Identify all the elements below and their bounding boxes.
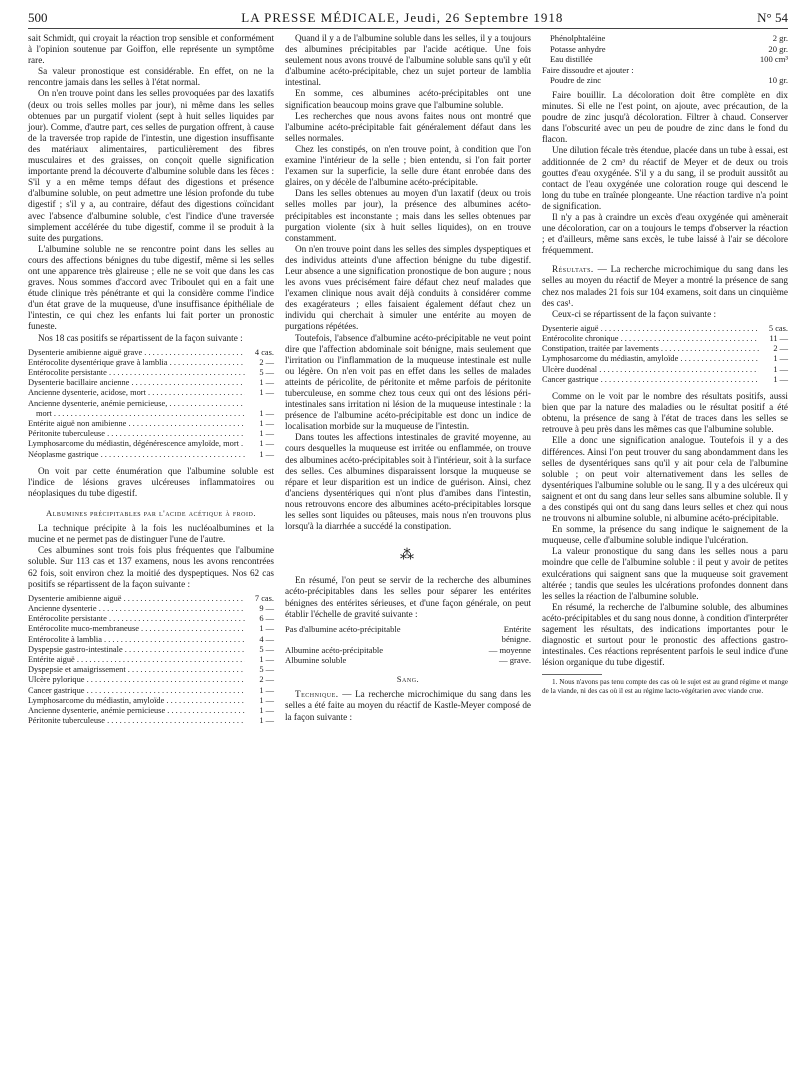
paragraph: Dans toutes les affections intestinales de gravité moyenne, au cours desquelles la muqueuse est irritée ou enflammée, on trouve des albumines acéto-précipitables soit à l'intérieur, soit à la surface des selles. Ces albumines disparaissent lorsque la muqueuse se répare et leur disparition est un indice de guérison. Ainsi, chez d'anciens dysentériques qui n'ont plus d'amibes dans l'intestin, nous retrouvons encore des albumines acéto-précipitables lorsque les selles sont liquides ou pâteuses, mais nous n'en trouvons plus lorsqu'à la diarrhée a succédé la constipation. xyxy=(285,432,531,532)
paragraph: Elle a donc une signification analogue. Toutefois il y a des différences. Ainsi l'on peut trouver du sang abondamment dans les selles de dysentériques sans qu'il y ait pour cela de l'albumine soluble ; on peut voir alternativement dans les selles de dysentériques l'albumine soluble ou le sang. Il y a des ulcéreux qui saignent et ont du sang dans leur selles sans albumine soluble. Il y a des constipés qui ont du sang dans leurs selles et chez qui nous ne trouvons ni albumine soluble, ni albumine acéto-précipitable. xyxy=(542,435,788,524)
row-value: 9 — xyxy=(259,603,274,613)
issue-number: N° 54 xyxy=(757,10,788,25)
row-label: Entérocolite muco-membraneuse . . . xyxy=(28,624,245,634)
table-row xyxy=(28,419,274,429)
page-number: 500 xyxy=(28,10,48,25)
results-label: Résultats. xyxy=(552,264,594,275)
row-label: Péritonite tuberculeuse . . . xyxy=(28,429,245,439)
recipe-list xyxy=(542,33,788,65)
row-value: 1 — xyxy=(259,449,274,459)
row-label: Phénolphtaléine xyxy=(550,33,606,43)
paragraph: En somme, la présence du sang indique le saignement de la muqueuse, celle d'albumine soluble indique l'ulcération. xyxy=(542,524,788,546)
reagent-recipe xyxy=(542,33,788,86)
table-row xyxy=(28,604,274,614)
table-row xyxy=(285,645,531,655)
row-label: Potasse anhydre xyxy=(550,43,606,54)
row-value: 1 — xyxy=(259,429,274,439)
row-value: — grave. xyxy=(499,654,531,665)
technique-text: — La recherche microchimique du sang dans les selles a été faite au moyen du réactif de Kastle-Meyer composé de la façon suivante : xyxy=(285,689,531,722)
table-row xyxy=(542,344,788,354)
table-row xyxy=(28,378,274,388)
paragraph: On voit par cette énumération que l'albumine soluble est l'indice de lésions graves ulcéreuses inflammatoires ou néoplasiques du tube digestif. xyxy=(28,465,274,499)
column-1 xyxy=(28,33,274,732)
column-3 xyxy=(542,33,788,732)
table-row xyxy=(542,44,788,55)
row-label: Cancer gastrique . . . xyxy=(542,375,759,385)
row-label: Entérocolite à lamblia . . . xyxy=(28,635,245,645)
row-value: 1 — xyxy=(773,374,788,384)
table-row xyxy=(28,655,274,665)
paragraph: La technique précipite à la fois les nucléoalbumines et la mucine et ne permet pas de distinguer l'une de l'autre. xyxy=(28,523,274,545)
paragraph: Toutefois, l'absence d'albumine acéto-précipitable ne veut point dire que l'affection abdominale soit bénigne, mais seulement que l'irritation ou l'inflammation de la muqueuse intestinale est nulle ou légère. On n'en voit pas en effet dans les selles de malades atteints de péricolite, de péritonite et même parfois de péritonite tuberculeuse, en somme chez tous ceux qui ont des lésions péri-intestinales sans irritation ni lésion de la muqueuse intestinale : la présence de l'albumine acéto-précipitable est donc un indice de localisation morbide sur la muqueuse de l'intestin. xyxy=(285,332,531,432)
recipe-list-2 xyxy=(542,75,788,86)
row-label: Entérite aiguë non amibienne . . . xyxy=(28,419,245,429)
row-label: Néoplasme gastrique . . . xyxy=(28,450,245,460)
row-value: 1 — xyxy=(259,695,274,705)
row-value: 1 — xyxy=(259,439,274,449)
paragraph: Ceux-ci se répartissent de la façon suivante : xyxy=(552,308,717,319)
row-value: 5 — xyxy=(259,368,274,378)
paragraph: On n'en trouve point dans les selles des simples dyspeptiques et des individus atteints d'une affection bénigne du tube digestif. Leur absence a une signification pronostique de bon augure ; nous les avons vues précisément faire défaut chez neuf malades que l'examen clinique nous avait déjà conduits à considérer comme des exagérateurs ; elles faisaient également défaut chez un individu qui cherchait à simuler une entérite au moyen de purgations répétées. xyxy=(285,243,531,332)
paragraph: Il n'y a pas à craindre un excès d'eau oxygénée qui amènerait une décoloration, car on a toujours le temps d'observer la réaction ; et d'ailleurs, même sans excès, le tube laissé à l'air se décolore fréquemment. xyxy=(542,212,788,256)
row-value: 4 — xyxy=(259,634,274,644)
row-value: 1 — xyxy=(259,705,274,715)
row-value: 100 cm³ xyxy=(759,54,788,65)
paragraph xyxy=(285,689,531,722)
table-row xyxy=(28,594,274,604)
section-title-sang: Sang. xyxy=(396,674,420,685)
stats-table-soluble xyxy=(28,348,274,460)
table-row xyxy=(542,33,788,44)
paragraph: On n'en trouve point dans les selles provoquées par des laxatifs (deux ou trois selles molles par jour), ni même dans les selles obtenues par un purgatif violent (sept à huit selles liquides par jour). Comme, d'autre part, ces selles de purgation offrent, à cause de la traversée trop rapide de l'intestin, une digestion insuffisante des matériaux alimentaires, particulièrement des fibres musculaires et des graisses, on conçoit quelle signification importante prend la découverte d'albumine soluble dans les fèces : S'il y a en même temps défaut des digestions et présence d'albumine soluble, on peut admettre une lésion profonde du tube digestif ; s'il y a, au contraire, défaut des digestions coïncidant avec l'absence d'albumine soluble, c'est l'indice d'une traversée simplement accélérée du tube digestif, comme il se produit à la suite des purgations. xyxy=(28,88,274,243)
row-label: Eau distillée xyxy=(550,54,593,65)
row-label: Pas d'albumine acéto-précipitable xyxy=(285,623,401,634)
stats-table-aceto xyxy=(28,594,274,727)
row-label: Entérocolite chronique . . . xyxy=(542,334,759,344)
row-label: Lymphosarcome du médiastin, dégénérescence amyloïde, mort . . . xyxy=(28,439,245,449)
row-value: 1 — xyxy=(259,716,274,726)
paragraph: La valeur pronostique du sang dans les selles nous a paru moindre que celle de l'albumine soluble : il peut y avoir de petites exulcérations qui saignent sans que la muqueuse soit gravement altérée ; tandis que seules les ulcérations profondes donnent dans les selles la réaction de l'albumine soluble. xyxy=(542,546,788,601)
table-row xyxy=(28,388,274,398)
table-row xyxy=(28,450,274,460)
paragraph: Quand il y a de l'albumine soluble dans les selles, il y a toujours des albumines précipitables par l'acide acétique. Une fois seulement nous avons trouvé de l'albumine soluble sans qu'il y eût d'albumine acéto-précipitable, chez un sujet porteur de lamblia intestinal. xyxy=(285,33,531,88)
row-value: 2 — xyxy=(773,344,788,354)
row-label: Entérite aiguë . . . xyxy=(28,655,245,665)
row-label: Ulcère duodénal . . . xyxy=(542,365,759,375)
row-value: 5 cas. xyxy=(768,323,788,333)
row-label: Entérocolite dysentérique grave à lamblia . . . xyxy=(28,358,245,368)
stats-table-blood xyxy=(542,324,788,385)
table-row xyxy=(542,334,788,344)
paragraph: Dans les selles obtenues au moyen d'un laxatif (deux ou trois selles molles par jour), la présence des albumines acéto-précipitables est inconstante ; mais dans les selles obtenues par purgation violente (six à huit selles liquides), on en trouve constamment. xyxy=(285,188,531,243)
paragraph xyxy=(542,264,788,308)
row-value: 7 cas. xyxy=(254,593,274,603)
page-header xyxy=(28,10,788,29)
table-row xyxy=(28,429,274,439)
paragraph: En résumé, l'on peut se servir de la recherche des albumines acéto-précipitables dans les selles pour séparer les entérites bénignes des entérites sérieuses, et d'une façon générale, on peut établir l'échelle de gravité suivante : xyxy=(285,575,531,619)
row-label: Dysenterie aiguë . . . xyxy=(542,324,759,334)
technique-label: Technique. xyxy=(295,689,339,700)
row-label: Dysenterie bacillaire ancienne . . . xyxy=(28,378,245,388)
row-value: 1 — xyxy=(773,354,788,364)
paragraph: En résumé, la recherche de l'albumine soluble, des albumines acéto-précipitables et du sang nous donne, à condition d'interpréter sagement les résultats, des indications importantes pour le diagnostic et surtout pour le pronostic des affections gastro-intestinales. Ces réactions représentent parfois le seul indice d'une lésion organique du tube digestif. xyxy=(542,601,788,668)
row-label: Dyspepsie gastro-intestinale . . . xyxy=(28,645,245,655)
row-value: — moyenne xyxy=(488,644,531,655)
row-value: 1 — xyxy=(259,408,274,418)
row-value: 4 cas. xyxy=(254,347,274,357)
table-row xyxy=(28,358,274,368)
row-label: Dysenterie amibienne aiguë grave . . . xyxy=(28,348,245,358)
footnote: 1. Nous n'avons pas tenu compte des cas où le sujet est au grand régime et mange de la viande, ni des cas où il est au régime lacto-végétarien avec viande crue. xyxy=(542,678,788,695)
paragraph: Sa valeur pronostique est considérable. En effet, on ne la rencontre jamais dans les selles à l'état normal. xyxy=(28,66,274,88)
row-value: 1 — xyxy=(259,685,274,695)
table-row xyxy=(542,324,788,334)
row-label: Ancienne dysenterie . . . xyxy=(28,604,245,614)
row-label: Constipation, traitée par lavements . . . xyxy=(542,344,759,354)
row-value: 5 — xyxy=(259,644,274,654)
results-text: — La recherche microchimique du sang dans les selles au moyen du réactif de Meyer a montré la présence de sang chez nos malades 21 fois sur 104 examens, soit dans un cinquième des cas¹. xyxy=(542,264,788,308)
row-value: 1 — xyxy=(259,419,274,429)
row-value: 6 — xyxy=(259,614,274,624)
row-value: 1 — xyxy=(773,364,788,374)
table-row xyxy=(28,348,274,358)
row-label: Poudre de zinc xyxy=(550,75,602,86)
row-value: 10 gr. xyxy=(768,75,788,86)
row-label: Ancienne dysenterie, acidose, mort . . . xyxy=(28,388,245,398)
row-label: Ancienne dysenterie, anémie pernicieuse, . . . xyxy=(28,399,245,409)
row-value: 2 — xyxy=(259,675,274,685)
table-row xyxy=(28,635,274,645)
row-label: Dysenterie amibienne aiguë . . . xyxy=(28,594,245,604)
table-row xyxy=(28,409,274,419)
row-value: 2 — xyxy=(259,357,274,367)
paragraph: sait Schmidt, qui croyait la réaction trop sensible et conformément à l'opinion soutenue par Goiffon, elle représente un symptôme rare. xyxy=(28,33,274,66)
table-row xyxy=(28,686,274,696)
row-label: Lymphosarcome du médiastin, amyloïde . . . xyxy=(28,696,245,706)
row-label: Lymphosarcome du médiastin, amyloïde . . . xyxy=(542,354,759,364)
table-row xyxy=(28,645,274,655)
row-label: Albumine soluble xyxy=(285,654,347,665)
journal-title: LA PRESSE MÉDICALE, Jeudi, 26 Septembre 1918 xyxy=(241,10,564,25)
paragraph: En somme, ces albumines acéto-précipitables ont une signification beaucoup moins grave que l'albumine soluble. xyxy=(285,88,531,110)
column-2 xyxy=(285,33,531,732)
paragraph: Comme on le voit par le nombre des résultats positifs, aussi bien que par la nature des maladies ou le résultat positif a été obtenu, la présence de sang à l'état de traces dans les selles se retrouve à peu près dans les mêmes cas que l'albumine soluble. xyxy=(542,391,788,435)
section-title: Albumines précipitables par l'acide acétique à froid. xyxy=(46,508,256,519)
table-row xyxy=(542,375,788,385)
table-row xyxy=(28,696,274,706)
row-label: Entérocolite persistante . . . xyxy=(28,368,245,378)
row-label: mort . . . xyxy=(36,409,245,419)
asterism-separator: ⁂ xyxy=(400,548,416,564)
paragraph: Les recherches que nous avons faites nous ont montré que l'albumine acéto-précipitable fait généralement défaut dans les selles normales. xyxy=(285,110,531,143)
row-label: Entérocolite persistante . . . xyxy=(28,614,245,624)
table-row xyxy=(28,399,274,409)
row-value: Entérite bénigne. xyxy=(501,623,531,645)
row-label: Péritonite tuberculeuse . . . xyxy=(28,716,245,726)
table-row xyxy=(28,706,274,716)
table-row xyxy=(542,75,788,86)
recipe-note: Faire dissoudre et ajouter : xyxy=(542,64,634,75)
paragraph: L'albumine soluble ne se rencontre point dans les selles au cours des affections bénignes du tube digestif, même si les selles ont une apparence très glaireuse ; elle ne se voit que dans les cas graves. Nous sommes d'accord avec Triboulet qui en a fait une étude clinique très pénétrante et qui la considère comme l'indice d'un état grave de la muqueuse, d'une insuffisance épithéliale de l'intestin, ce qui chez les enfants lui fait porter un pronostic funeste. xyxy=(28,243,274,332)
table-row xyxy=(28,665,274,675)
table-row xyxy=(28,614,274,624)
footnote-rule xyxy=(542,674,602,675)
row-value: 11 — xyxy=(769,334,788,344)
row-value: 1 — xyxy=(259,388,274,398)
paragraph: Chez les constipés, on n'en trouve point, à condition que l'on examine l'intérieur de la selle ; bien entendu, si l'on fait porter l'examen sur la superficie, la selle dure étant enrobée dans des glaires, on y décèle de l'albumine acéto-précipitable. xyxy=(285,143,531,188)
table-row xyxy=(285,624,531,645)
row-label: Ulcère pylorique . . . xyxy=(28,675,245,685)
row-value: 20 gr. xyxy=(768,43,788,54)
table-row xyxy=(28,675,274,685)
table-row xyxy=(28,624,274,634)
paragraph: Faire bouillir. La décoloration doit être complète en dix minutes. Si elle ne l'est point, on ajoute, avec précaution, de la poudre de zinc jusqu'à décoloration. Filtrer à chaud. Conserver dans l'obscurité avec un peu de poudre de zinc dans le fond du flacon. xyxy=(542,89,788,145)
row-label: Dyspepsie et amaigrissement . . . xyxy=(28,665,245,675)
row-value: 1 — xyxy=(259,378,274,388)
table-row xyxy=(542,54,788,65)
paragraph: Ces albumines sont trois fois plus fréquentes que l'albumine soluble. Sur 113 cas et 137 examens, nous les avons rencontrées 62 fois, soit environ chez la moitié des dyspeptiques. Nos 62 cas positifs se répartissent de la façon suivante : xyxy=(28,545,274,589)
row-value xyxy=(245,399,274,409)
table-row xyxy=(28,368,274,378)
newspaper-page xyxy=(28,10,788,732)
table-row xyxy=(28,439,274,449)
table-row xyxy=(285,655,531,665)
table-row xyxy=(542,365,788,375)
row-value: 5 — xyxy=(259,665,274,675)
columns xyxy=(28,33,788,732)
paragraph: Une dilution fécale très étendue, placée dans un tube à essai, est additionnée de 2 cm³ du réactif de Meyer et de deux ou trois gouttes d'eau oxygénée. S'il y a du sang, il se produit aussitôt au contact de l'eau oxygénée une coloration rouge qui descend le long du tube en traînée plongeante. Une réaction tardive n'a point de signification. xyxy=(542,145,788,211)
table-row xyxy=(28,716,274,726)
row-value: 1 — xyxy=(259,654,274,664)
row-label: Albumine acéto-précipitable xyxy=(285,644,384,655)
row-value: 2 gr. xyxy=(772,33,788,43)
gravity-scale xyxy=(285,624,531,666)
row-label: Cancer gastrique . . . xyxy=(28,686,245,696)
table-row xyxy=(542,354,788,364)
paragraph: Nos 18 cas positifs se répartissent de la façon suivante : xyxy=(38,332,243,343)
row-value: 1 — xyxy=(259,624,274,634)
row-label: Ancienne dysenterie, anémie pernicieuse . . . xyxy=(28,706,245,716)
